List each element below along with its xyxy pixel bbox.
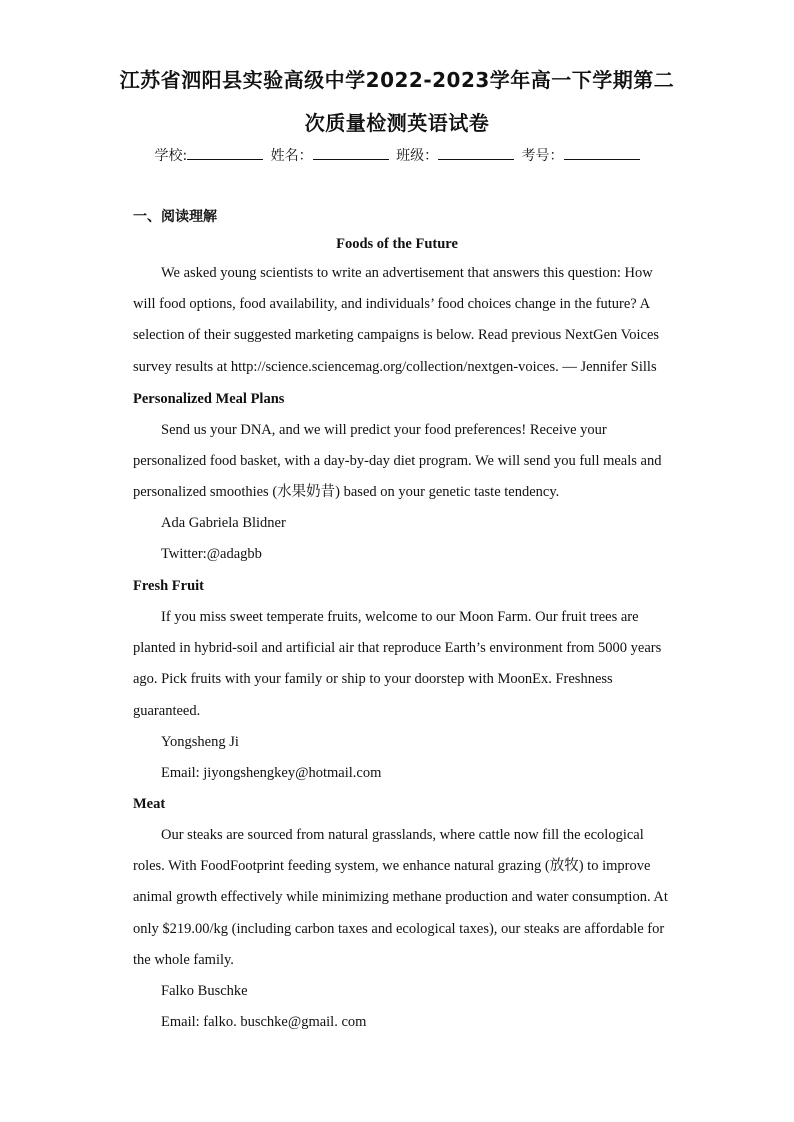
student-info-line: [0, 145, 794, 166]
class-blank[interactable]: [438, 145, 514, 160]
ad-heading-meat: Meat: [133, 796, 166, 812]
passage-intro: We asked young scientists to write an advertisement that answers this question: How will food options, food availability, and individuals’ food choices change in the future? A selection of their suggested marketing campaigns is below. Read previous NextGen Voices survey results at http://science.sciencemag.org/collection/nextgen-voices. — Jennifer Sills: [133, 265, 660, 375]
ad-body-personalized-meal-plans: Send us your DNA, and we will predict your food preferences! Receive your personalized food basket, with a day-by-day diet program. We will send you full meals and personalized smoothies (水果奶昔) based on your genetic taste tendency.: [133, 422, 662, 501]
name-blank[interactable]: [313, 145, 389, 160]
number-label: 考号：: [521, 148, 564, 164]
ad-contact: Twitter:@adagbb: [161, 546, 262, 562]
ad-author: Yongsheng Ji: [161, 734, 239, 750]
ad-body-fresh-fruit: If you miss sweet temperate fruits, welcome to our Moon Farm. Our fruit trees are planted in hybrid-soil and artificial air that reproduce Earth’s environment from 5000 years ago. Pick fruits with your family or ship to your doorstep with MoonEx. Freshness guaranteed.: [133, 609, 662, 719]
exam-title-line-2: 次质量检测英语试卷: [304, 111, 490, 135]
ad-heading-personalized-meal-plans: Personalized Meal Plans: [133, 391, 285, 407]
passage-title: Foods of the Future: [336, 236, 458, 252]
ad-contact: Email: falko. buschke@gmail. com: [161, 1014, 367, 1030]
ad-heading-fresh-fruit: Fresh Fruit: [133, 578, 205, 594]
exam-title-line-1: 江苏省泗阳县实验高级中学2022-2023学年高一下学期第二: [119, 68, 675, 92]
number-blank[interactable]: [564, 145, 640, 160]
class-label: 班级：: [396, 148, 439, 164]
ad-body-meat: Our steaks are sourced from natural grasslands, where cattle now fill the ecological roles. With FoodFootprint feeding system, we enhance natural grazing (放牧) to improve animal growth effectively while minimizing methane production and water consumption. At only $219.00/kg (including carbon taxes and ecological taxes), our steaks are affordable for the whole family.: [133, 827, 668, 968]
ad-author: Ada Gabriela Blidner: [161, 515, 286, 531]
ad-contact: Email: jiyongshengkey@hotmail.com: [161, 765, 382, 781]
section-heading: 一、阅读理解: [133, 209, 217, 225]
name-label: 姓名：: [270, 148, 313, 164]
school-blank[interactable]: [187, 145, 263, 160]
school-label: 学校:: [154, 148, 188, 164]
ad-author: Falko Buschke: [161, 983, 248, 999]
